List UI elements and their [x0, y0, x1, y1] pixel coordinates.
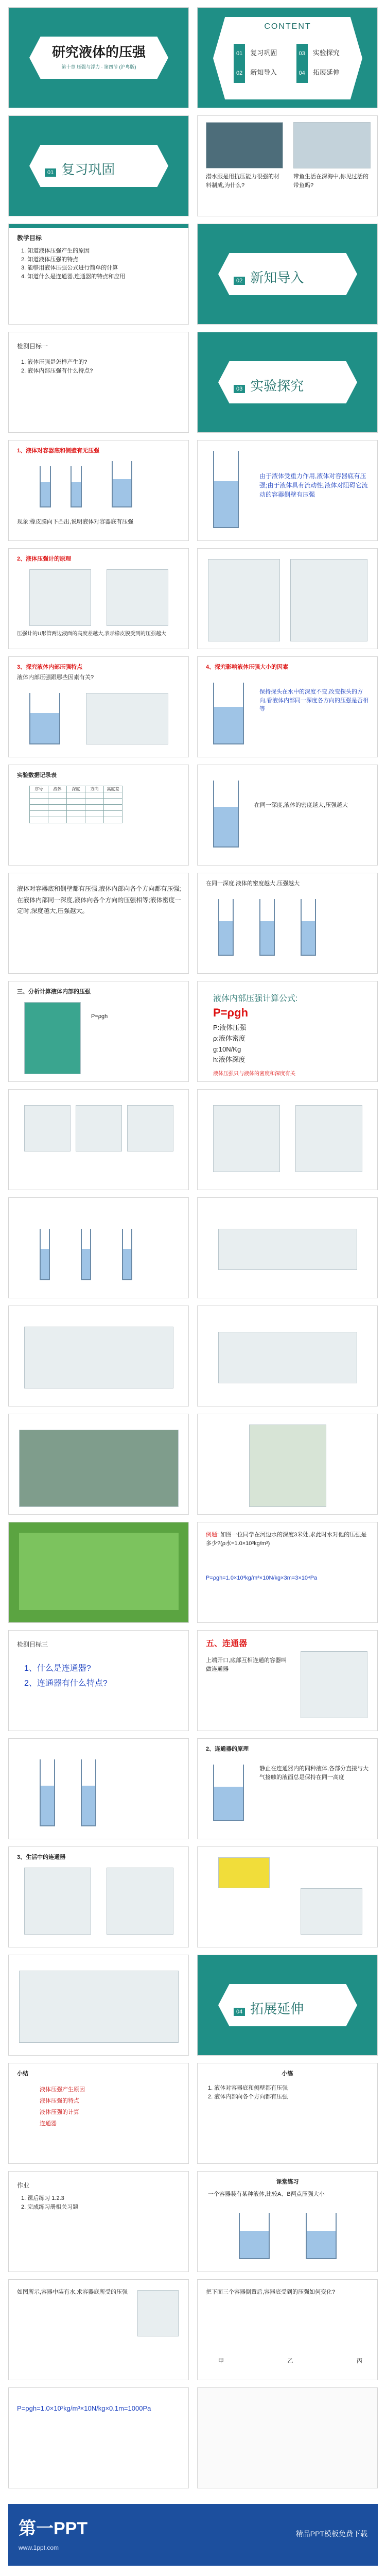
goals-heading: 教学目标	[17, 234, 42, 242]
formula-note: 液体压强只与液体的密度和深度有关	[213, 1071, 295, 1077]
caption-left: 潜水服是用抗压能力很强的材料制成,为什么?	[206, 174, 279, 189]
concl-right-slide	[197, 765, 378, 866]
tube-diagram	[213, 683, 244, 744]
house-diagram	[301, 1888, 362, 1935]
manometer-photo-slide	[197, 548, 378, 649]
practice3-text: 如图所示,容器中装有水,求容器底所受的压强	[17, 2289, 128, 2295]
utube-slide	[8, 1738, 189, 1839]
tube-diagram	[259, 899, 275, 956]
contents-item[interactable]: 04 拓展延伸	[296, 63, 353, 83]
title-slide	[8, 7, 189, 108]
answer-text: P=ρgh=1.0×10³kg/m³×10N/kg×0.1m=1000Pa	[17, 2404, 151, 2412]
table-slide	[8, 765, 189, 866]
compare-diagram	[213, 1105, 280, 1172]
container-compare-slide	[197, 1306, 378, 1406]
connector-heading: 五、连通器	[206, 1639, 248, 1648]
goals-slide	[8, 224, 189, 325]
tube-diagram	[40, 466, 51, 507]
section-number: 02	[234, 277, 245, 285]
connector-rule: 静止在连通器内的同种液体,各部分直接与大气接触的液面总是保持在同一高度	[259, 1766, 369, 1781]
exp1-heading: 1、液体对容器底和侧壁有无压强	[17, 448, 100, 454]
summary-heading: 小结	[17, 2071, 28, 2077]
check1-slide: 检测目标一 1. 液体压强是怎样产生的? 2. 液体内部压强有什么特点?	[8, 332, 189, 433]
section-intro-slide	[197, 224, 378, 325]
section-label: 实验探究	[250, 379, 304, 394]
section-label: 新知导入	[250, 270, 304, 286]
life-connector-slide	[8, 1846, 189, 1947]
data-table: 序号 液体 深度 方向 高度差	[29, 786, 122, 823]
apparatus-image	[86, 693, 168, 744]
footer-site: www.1ppt.com	[19, 2544, 59, 2551]
shape-slide	[8, 1089, 189, 1190]
section-label: 复习巩固	[61, 162, 115, 178]
practice4-text: 把下面三个容器倒置后,容器底受到的压强如何变化?	[206, 2289, 336, 2295]
tube-diagram	[29, 693, 60, 744]
caption-right: 带鱼生活在深海中,你见过活的带鱼吗?	[293, 174, 369, 189]
manometer-image	[107, 569, 168, 626]
connector3-heading: 3、生活中的连通器	[17, 1854, 66, 1860]
contents-item[interactable]: 02 新知导入	[234, 63, 290, 83]
exp1-right-slide	[197, 440, 378, 541]
exp3-slide	[8, 656, 189, 757]
exp2-text: 压强计的U形管两边液面的高度差越大,表示橡皮膜受到的压强越大	[17, 631, 166, 637]
formula-slide	[8, 981, 189, 1082]
footer-tag: 精品PPT模板免费下载	[295, 2530, 367, 2538]
shape-diagram	[24, 1105, 71, 1151]
life-image	[107, 1868, 173, 1935]
exp1-right-text: 由于液体受重力作用,液体对容器底有压强;由于液体具有流动性,液体对阻碍它流动的容器侧壁有压强	[259, 472, 368, 498]
practice2-slide	[197, 2171, 378, 2272]
section-number: 01	[45, 168, 56, 177]
tube-diagram	[40, 1229, 50, 1280]
exp1-note: 现象:橡皮膜向下凸出,说明液体对容器底有压强	[17, 519, 134, 525]
dam-photo	[19, 1430, 179, 1507]
utube-diagram	[40, 1759, 55, 1826]
container-diagram	[239, 2213, 270, 2259]
practice2-heading: 课堂练习	[276, 2179, 299, 2185]
container-diagram	[218, 1332, 357, 1383]
homework-slide: 作业 1. 课后练习 1.2.3 2. 完成练习册相关习题	[8, 2171, 189, 2272]
ribbonfish-photo	[293, 122, 371, 168]
formula-p: P=ρgh	[213, 1006, 249, 1019]
section-extend-slide	[197, 1955, 378, 2056]
example-slide	[197, 1522, 378, 1623]
check1-heading: 检测目标一	[17, 343, 48, 350]
example-answer: P=ρgh=1.0×10³kg/m³×10N/kg×3m=3×10⁴Pa	[206, 1575, 318, 1581]
life-image	[24, 1868, 91, 1935]
green-panel	[19, 1533, 179, 1610]
contents-slide	[197, 7, 378, 108]
concl-text: 液体对容器底和侧壁都有压强,液体内部向各个方向都有压强;在液体内部同一深度,液体向各个方向的压强相等;液体密度一定时,深度越大,压强越大。	[17, 885, 181, 915]
tube-diagram	[213, 781, 239, 848]
practice2-text: 一个容器装有某种液体,比较A、B两点压强大小	[208, 2191, 325, 2197]
formula-title: 液体内部压强计算公式:	[213, 994, 298, 1003]
check3-heading: 检测目标三	[17, 1641, 48, 1648]
goals-list: 1. 知道液体压强产生的原因 2. 知道液体压强的特点 3. 能够用液体压强公式进行简单的计算 4. 知道什么是连通器,连通器的特点和应用	[21, 248, 126, 280]
scale-diagram	[218, 1229, 357, 1270]
subtitle-text: 第十章 压强与浮力 · 第四节 (沪粤版)	[61, 64, 136, 70]
tube-diagram	[81, 1229, 91, 1280]
utube-diagram	[213, 1765, 244, 1821]
exp2-heading: 2、液体压强计的原理	[17, 556, 72, 562]
section-experiment-slide	[197, 332, 378, 433]
compare-slide	[197, 1089, 378, 1190]
practice3-slide	[8, 2279, 189, 2380]
lock-slide	[8, 1955, 189, 2056]
check3-slide: 检测目标三 1、什么是连通器? 2、连通器有什么特点?	[8, 1630, 189, 1731]
contents-item[interactable]: 03 实验探究	[296, 44, 353, 63]
homework-heading: 作业	[17, 2182, 30, 2189]
section-label: 拓展延伸	[250, 2002, 304, 2017]
scale-slide	[197, 1197, 378, 1298]
contents-heading: CONTENT	[264, 22, 311, 31]
liquid-column-image	[24, 1002, 81, 1074]
tube-diagram	[122, 1229, 132, 1280]
submarine-photo	[206, 122, 283, 168]
contents-item[interactable]: 01 复习巩固	[234, 44, 290, 63]
ship-lock-diagram	[19, 1971, 179, 2043]
connector-slide	[197, 1630, 378, 1731]
formula-vars: P:液体压强 ρ:液体密度 g:10N/Kg h:液体深度	[213, 1024, 247, 1064]
formula-main-slide	[197, 981, 378, 1082]
connector2-heading: 2、连通器的原理	[206, 1746, 249, 1752]
exp2-slide	[8, 548, 189, 649]
fish-illustration	[249, 1425, 326, 1507]
container-diagram	[137, 2290, 179, 2336]
shape-diagram	[127, 1105, 173, 1151]
container-diagram	[306, 2213, 337, 2259]
tubes-slide	[8, 1197, 189, 1298]
tube-diagram	[112, 461, 132, 507]
connector-text: 上端开口,底部互相连通的容器叫做连通器	[206, 1657, 287, 1672]
section-number: 03	[234, 385, 245, 393]
section-number: 04	[234, 2008, 245, 2016]
practice-slide: 小练 1. 液体对容器底和侧壁都有压强 2. 液体内部向各个方向都有压强	[197, 2063, 378, 2164]
exp3-heading: 3、探究液体内部压强特点	[17, 664, 83, 670]
section-review-slide	[8, 115, 189, 216]
contents-list	[234, 44, 352, 83]
exp3-question: 液体内部压强跟哪些因素有关?	[17, 674, 94, 681]
concl-right-text: 在同一深度,液体的密度越大,压强越大	[254, 802, 348, 808]
summary-slide: 小结 液体压强产生原因 液体压强的特点 液体压强的计算 连通器	[8, 2063, 189, 2164]
utube-diagram	[81, 1759, 96, 1826]
shape-diagram	[76, 1105, 122, 1151]
title-text: 研究液体的压强	[51, 44, 146, 60]
connector-rule-slide	[197, 1738, 378, 1839]
exp4-heading: 4、探究影响液体压强大小的因素	[206, 664, 289, 670]
dam-diagram-slide	[8, 1306, 189, 1406]
manometer-image	[29, 569, 91, 626]
compare-diagram	[295, 1105, 362, 1172]
dam-diagram	[24, 1327, 173, 1388]
tube-diagram	[218, 899, 234, 956]
concl-slide	[8, 873, 189, 974]
green-slide	[8, 1522, 189, 1623]
manometer-photo	[290, 559, 367, 641]
tube-diagram	[301, 899, 316, 956]
fish-photo-slide	[197, 1414, 378, 1515]
table-heading: 实验数据记录表	[17, 772, 57, 778]
practice-heading: 小练	[282, 2071, 293, 2077]
tube-diagram	[71, 466, 82, 507]
exp1-slide	[8, 440, 189, 541]
exp4-text: 保持探头在水中的深度不变,改变探头的方向,看液体内部同一深度各方向的压强是否相等	[259, 689, 369, 712]
practice4-slide: 把下面三个容器倒置后,容器底受到的压强如何变化? 甲 乙 丙	[197, 2279, 378, 2380]
formula-heading: 三、分析计算液体内部的压强	[17, 989, 91, 995]
footer-brand: 第一PPT	[19, 2519, 88, 2538]
dam-photo-slide	[8, 1414, 189, 1515]
formula-short: P=ρgh	[91, 1013, 108, 1020]
water-tank	[218, 1857, 270, 1888]
example-question: 例题: 如图一位同学在河边水的深度3米处,求此时水对他的压强是多少?(ρ水=1.0×10³kg/m³)	[206, 1532, 367, 1547]
connector-image	[301, 1651, 367, 1718]
footer-banner	[8, 2504, 378, 2566]
exp4-slide	[197, 656, 378, 757]
answer-slide	[8, 2387, 189, 2488]
blank-slide	[197, 2387, 378, 2488]
manometer-photo	[208, 559, 280, 641]
tube-diagram	[213, 451, 239, 528]
intro-photo-slide	[197, 115, 378, 216]
concl-diagram-slide: 在同一深度,液体的密度越大,压强越大	[197, 873, 378, 974]
kettle-slide	[197, 1846, 378, 1947]
